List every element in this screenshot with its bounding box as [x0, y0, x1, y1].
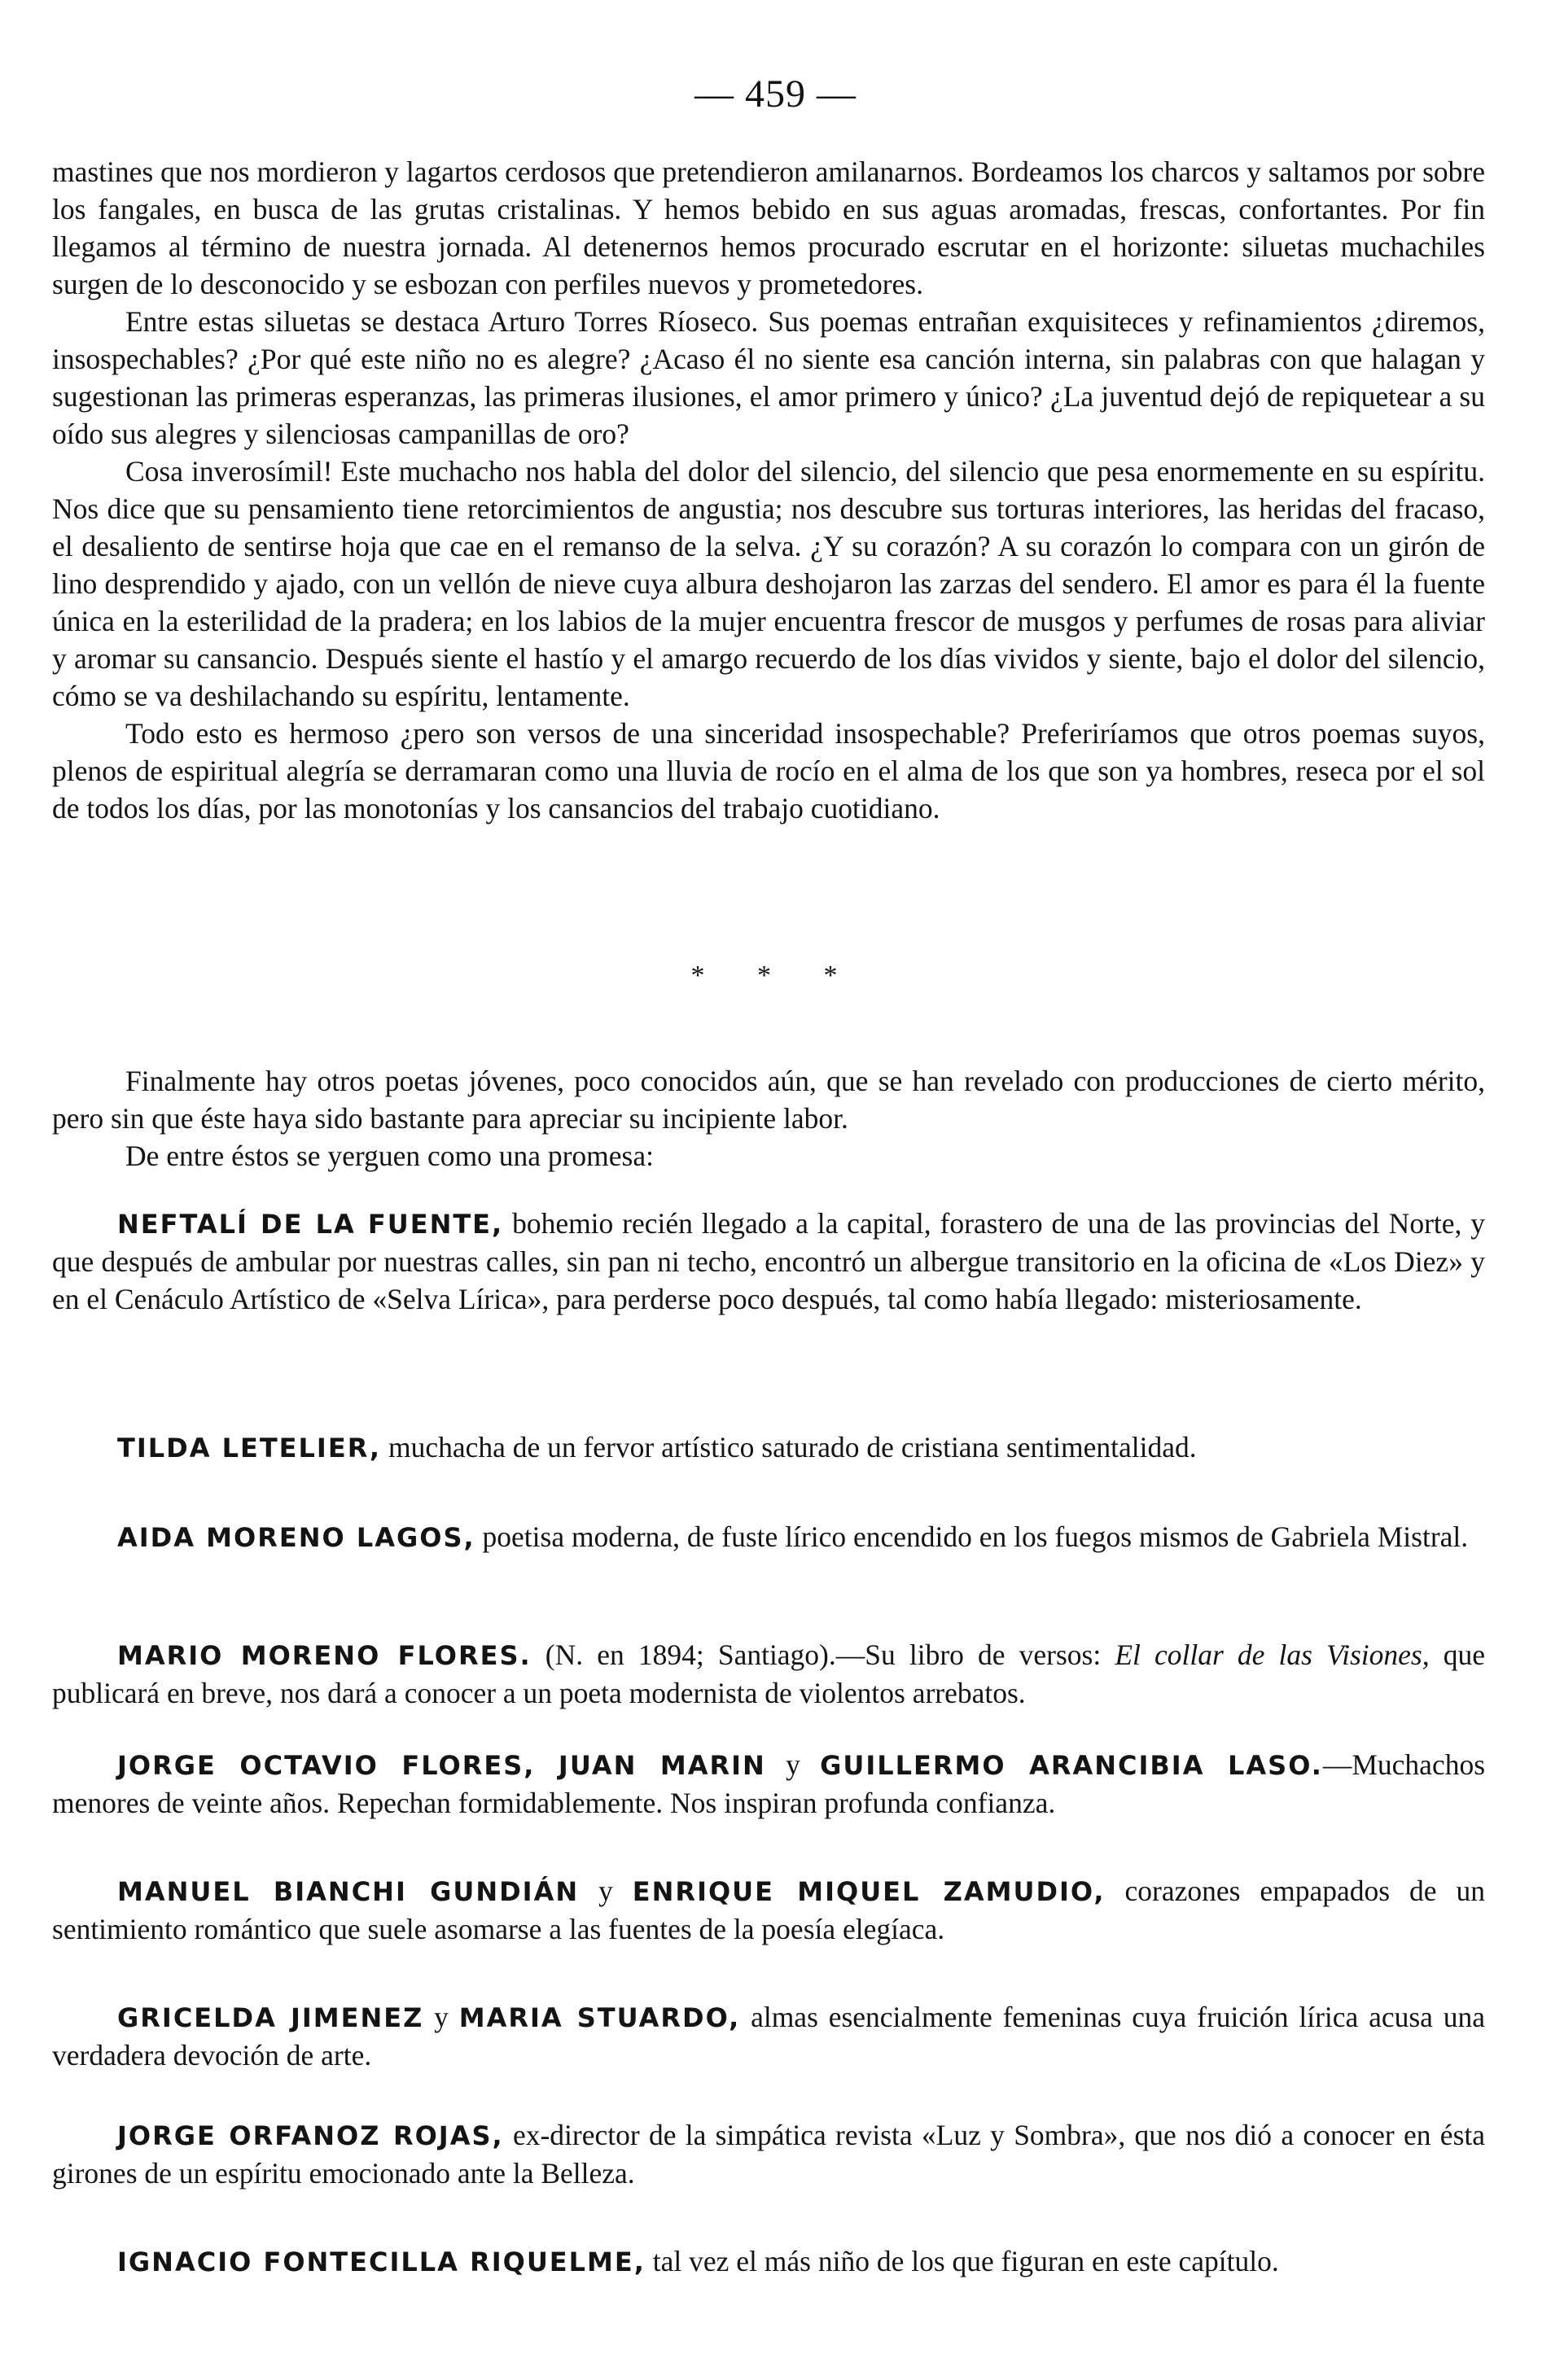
poet-entry: [52, 1205, 1485, 1318]
poet-name: GUILLERMO ARANCIBIA LASO.: [820, 1750, 1323, 1781]
poet-description: (N. en 1894; Santiago).—Su libro de versos:: [531, 1638, 1115, 1671]
paragraph: Entre estas siluetas se destaca Arturo Torres Ríoseco. Sus poemas entrañan exquisiteces y refinamientos ¿diremos, insospechables? ¿Por qué este niño no es alegre? ¿Acaso él no siente esa canción interna, sin palabras con que halagan y sugestionan las primeras esperanzas, las primeras ilusiones, el amor primero y único? ¿La juventud dejó de repiquetear a su oído sus alegres y silenciosas campanillas de oro?: [52, 305, 1485, 450]
poet-name: AIDA MORENO LAGOS,: [117, 1522, 475, 1553]
poet-name: IGNACIO FONTECILLA RIQUELME,: [117, 2247, 646, 2277]
poet-entry: [52, 1746, 1485, 1822]
intro-text-block: [52, 1062, 1485, 1175]
poet-name: ENRIQUE MIQUEL ZAMUDIO,: [632, 1876, 1106, 1907]
poet-description: tal vez el más niño de los que figuran en este capítulo.: [645, 2245, 1279, 2277]
poet-name: GRICELDA JIMENEZ: [117, 2002, 424, 2033]
paragraph: Cosa inverosímil! Este muchacho nos habla del dolor del silencio, del silencio que pesa enormemente en su espíritu. Nos dice que su pensamiento tiene retorcimientos de angustia; nos descubre sus torturas interiores, las heridas del fracaso, el desaliento de sentirse hoja que cae en el remanso de la selva. ¿Y su corazón? A su corazón lo compara con un girón de lino desprendido y ajado, con un vellón de nieve cuya albura deshojaron las zarzas del sendero. El amor es para él la fuente única en la esterilidad de la pradera; en los labios de la mujer encuentra frescor de musgos y perfumes de rosas para aliviar y aromar su cansancio. Después siente el hastío y el amargo recuerdo de los días vividos y siente, bajo el dolor del silencio, cómo se va deshilachando su espíritu, lentamente.: [52, 455, 1485, 712]
poet-description: muchacha de un fervor artístico saturado de cristiana sentimentalidad.: [381, 1431, 1197, 1463]
poet-description: poetisa moderna, de fuste lírico encendido en los fuegos mismos de Gabriela Mistral.: [475, 1520, 1469, 1553]
conjunction: y: [423, 2001, 459, 2033]
poet-description: ex-director de la simpática revista «Luz y Sombra», que nos dió a conocer en ésta girones de un espíritu emocionado ante la Belleza.: [52, 2119, 1485, 2190]
paragraph: mastines que nos mordieron y lagartos cerdosos que pretendieron amilanarnos. Bordeamos los charcos y saltamos por sobre los fangales, en busca de las grutas cristalinas. Y hemos bebido en sus aguas aromadas, frescas, confortantes. Por fin llegamos al término de nuestra jornada. Al detenernos hemos procurado escrutar en el horizonte: siluetas muchachiles surgen de lo desconocido y se esbozan con perfiles nuevos y prometedores.: [52, 155, 1485, 300]
poet-description: corazones empapados de un sentimiento romántico que suele asomarse a las fuentes de la poesía elegíaca.: [52, 1875, 1485, 1945]
poet-name: MARIO MORENO FLORES.: [117, 1640, 532, 1671]
book-title: El collar de las Visiones,: [1115, 1638, 1430, 1671]
poet-name: JORGE ORFANOZ ROJAS,: [117, 2120, 504, 2151]
conjunction: y: [579, 1875, 633, 1907]
paragraph: Todo esto es hermoso ¿pero son versos de una sinceridad insospechable? Preferiríamos que otros poemas suyos, plenos de espiritual alegría se derramaran como una lluvia de rocío en el alma de los que son ya hombres, reseca por el sol de todos los días, por las monotonías y los cansancios del trabajo cuotidiano.: [52, 717, 1485, 825]
poet-description-continued: que publicará en breve, nos dará a conocer a un poeta modernista de violentos arrebatos.: [52, 1638, 1485, 1709]
poet-entry: [52, 2116, 1485, 2192]
poet-description: bohemio recién llegado a la capital, forastero de una de las provincias del Norte, y que después de ambular por nuestras calles, sin pan ni techo, encontró un albergue transitorio en la oficina de «Los Diez» y en el Cenáculo Artístico de «Selva Lírica», para perderse poco después, tal como había llegado: misteriosamente.: [52, 1207, 1485, 1315]
paragraph: Finalmente hay otros poetas jóvenes, poco conocidos aún, que se han revelado con producciones de cierto mérito, pero sin que éste haya sido bastante para apreciar su incipiente labor.: [52, 1065, 1485, 1135]
poet-entry: [52, 1998, 1485, 2074]
page-number: — 459 —: [694, 72, 857, 116]
poet-description: almas esencialmente femeninas cuya fruición lírica acusa una verdadera devoción de arte.: [52, 2001, 1486, 2072]
paragraph: De entre éstos se yerguen como una promesa:: [125, 1140, 654, 1172]
conjunction: y: [765, 1748, 821, 1781]
poet-name: JORGE OCTAVIO FLORES, JUAN MARIN: [117, 1750, 766, 1781]
poet-entry: [52, 1428, 1485, 1467]
poet-entry: [52, 1872, 1485, 1948]
poet-name: MANUEL BIANCHI GUNDIÁN: [117, 1876, 580, 1907]
upper-text-block: [52, 153, 1485, 827]
poet-entry: [52, 1636, 1485, 1712]
poet-name: TILDA LETELIER,: [117, 1433, 382, 1463]
section-separator: * * *: [690, 960, 861, 991]
poet-description: —Muchachos menores de veinte años. Repechan formidablemente. Nos inspiran profunda confianza.: [52, 1748, 1486, 1819]
poet-entry: [52, 1518, 1485, 1556]
poet-name: MARIA STUARDO,: [458, 2002, 741, 2033]
poet-entry: [52, 2242, 1485, 2281]
poet-name: NEFTALÍ DE LA FUENTE,: [117, 1209, 504, 1240]
